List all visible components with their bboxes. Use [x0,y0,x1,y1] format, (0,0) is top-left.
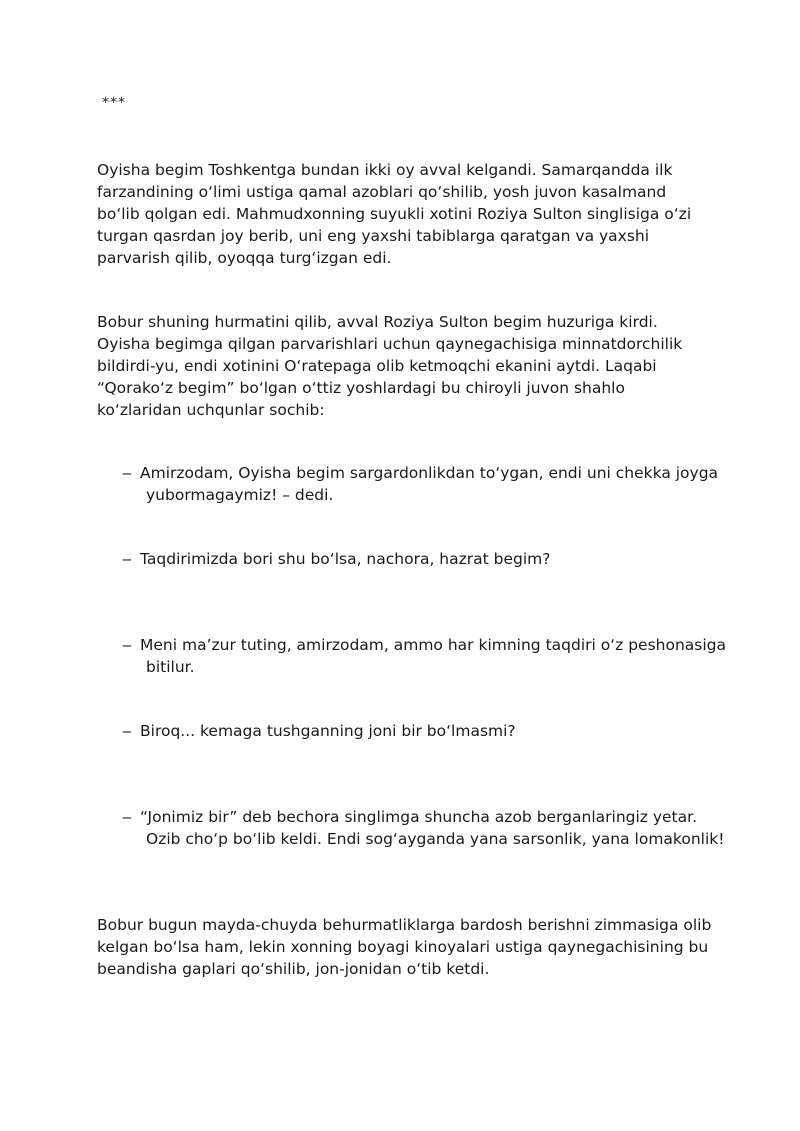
dialogue-text: “Jonimiz bir” deb bechora singlimga shuncha azob berganlaringiz yetar. Ozib cho‘p bo‘lib keldi. Endi sog‘ayganda yana sarsonlik, yana lomakonlik! [140,808,725,848]
dialogue-line [122,634,736,678]
paragraph-bobur-visit: Bobur shuning hurmatini qilib, avval Roziya Sulton begim huzuriga kirdi. Oyisha begimga qilgan parvarishlari uchun qaynegachisiga minnatdorchilik bildirdi-yu, endi xotinini O‘ratepaga olib ketmoqchi ekanini aytdi. Laqabi “Qorako‘z begim” bo‘lgan o‘ttiz yoshlardagi bu chiroyli juvon shahlo ko‘zlaridan uchqunlar sochib: [97,313,683,419]
paragraph-arrival: Oyisha begim Toshkentga bundan ikki oy avval kelgandi. Samarqandda ilk farzandining o‘limi ustiga qamal azoblari qo‘shilib, yosh juvon kasalmand bo‘lib qolgan edi. Mahmudxonning suyukli xotini Roziya Sulton singlisiga o‘zi turgan qasrdan joy berib, uni eng yaxshi tabiblarga qaratgan va yaxshi parvarish qilib, oyoqqa turg‘izgan edi. [97,161,692,267]
dialogue-text: Taqdirimizda bori shu bo‘lsa, nachora, hazrat begim? [140,550,551,568]
paragraph-bobur-reaction: Bobur bugun mayda-chuyda behurmatliklarga bardosh berishni zimmasiga olib kelgan bo‘lsa ham, lekin xonning boyagi kinoyalari ustiga qaynegachisining bu beandisha gaplari qo‘shilib, jon-jonidan o‘tib ketdi. [97,916,712,978]
dialogue-dash: ‒ [122,464,132,482]
dialogue-text: Biroq... kemaga tushganning joni bir bo‘lmasmi? [140,722,516,740]
section-separator: *** [102,95,126,111]
dialogue-line [122,548,736,570]
dialogue-line [122,720,736,742]
dialogue-line [122,462,736,506]
dialogue-line [122,806,736,850]
dialogue-text: Meni ma’zur tuting, amirzodam, ammo har kimning taqdiri o‘z peshonasiga bitilur. [140,636,727,676]
dialogue-dash: ‒ [122,808,132,826]
dialogue-dash: ‒ [122,636,132,654]
dialogue-text: Amirzodam, Oyisha begim sargardonlikdan to‘ygan, endi uni chekka joyga yubormagaymiz! – dedi. [140,464,719,504]
dialogue-dash: ‒ [122,550,132,568]
dialogue-dash: ‒ [122,722,132,740]
